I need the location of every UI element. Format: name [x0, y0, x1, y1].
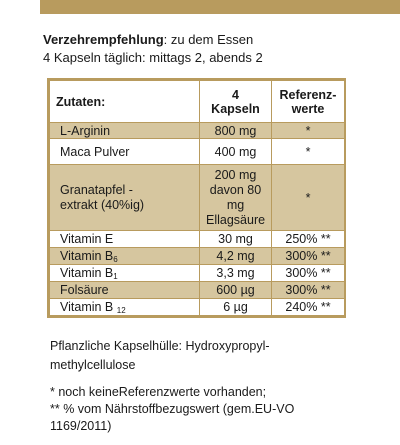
ingredient-amount: 400 mg	[200, 139, 272, 165]
amount-line-1: 200 mg	[214, 167, 257, 182]
table-header-row	[50, 81, 345, 123]
ingredient-reference: *	[272, 123, 345, 139]
ingredient-subscript: 6	[113, 255, 118, 264]
ingredient-amount: 800 mg	[200, 123, 272, 139]
dosage-line-2: 4 Kapseln täglich: mittags 2, abends 2	[43, 50, 263, 65]
table-row	[50, 299, 345, 316]
ingredient-amount	[200, 165, 272, 231]
ingredient-reference: *	[272, 139, 345, 165]
table-row	[50, 282, 345, 299]
footnote-line-1: * noch keineReferenzwerte vorhanden;	[50, 385, 267, 399]
dosage-line-1	[43, 31, 263, 49]
ingredient-amount: 30 mg	[200, 231, 272, 248]
ingredient-name-text: Vitamin B	[60, 249, 114, 263]
table-row	[50, 248, 345, 265]
header-ref-line-2: werte	[291, 101, 325, 116]
ingredient-name-line-2: extrakt (40%ig)	[60, 197, 145, 212]
ingredient-amount: 600 µg	[200, 282, 272, 299]
ingredient-reference: 300% **	[272, 282, 345, 299]
capsule-info	[50, 337, 270, 375]
ingredient-name	[50, 265, 200, 282]
ingredient-subscript: 1	[113, 272, 118, 281]
ingredient-reference: *	[272, 165, 345, 231]
ingredient-name-text: Vitamin B	[60, 300, 117, 314]
ingredient-reference: 250% **	[272, 231, 345, 248]
ingredients-table	[47, 78, 346, 318]
top-decorative-bar	[40, 0, 400, 14]
ingredient-amount: 4,2 mg	[200, 248, 272, 265]
ingredient-name: Maca Pulver	[50, 139, 200, 165]
ingredient-reference: 300% **	[272, 265, 345, 282]
dosage-label: Verzehrempfehlung	[43, 32, 164, 47]
footnote-line-2: ** % vom Nährstoffbezugswert (gem.EU-VO	[50, 402, 295, 416]
ingredient-name: L-Arginin	[50, 123, 200, 139]
footnote-line-3: 1169/2011)	[50, 419, 112, 433]
amount-line-2: davon 80	[209, 182, 262, 197]
table-row	[50, 123, 345, 139]
ingredient-name-line-1: Granatapfel -	[60, 182, 133, 197]
amount-line-4: Ellagsäure	[206, 212, 266, 227]
ingredient-reference: 240% **	[272, 299, 345, 316]
ingredient-reference: 300% **	[272, 248, 345, 265]
ingredient-name-text: Vitamin B	[60, 266, 114, 280]
ingredient-name	[50, 165, 200, 231]
capsule-line-1: Pflanzliche Kapselhülle: Hydroxypropyl-	[50, 339, 270, 353]
table-row	[50, 139, 345, 165]
ingredient-subscript: 12	[116, 306, 126, 315]
ingredient-amount: 3,3 mg	[200, 265, 272, 282]
footnotes	[50, 384, 390, 435]
table-row	[50, 231, 345, 248]
ingredient-name: Vitamin E	[50, 231, 200, 248]
header-reference	[272, 81, 345, 123]
table-row	[50, 265, 345, 282]
dosage-rest: : zu dem Essen	[163, 32, 254, 47]
dosage-recommendation	[43, 31, 263, 67]
ingredient-amount: 6 µg	[200, 299, 272, 316]
table-row	[50, 165, 345, 231]
capsule-line-2: methylcellulose	[50, 358, 136, 372]
ingredient-name: Folsäure	[50, 282, 200, 299]
header-ingredients: Zutaten:	[50, 81, 200, 123]
ingredient-name	[50, 299, 200, 316]
amount-line-3: mg	[226, 197, 245, 212]
ingredient-name	[50, 248, 200, 265]
header-amount: 4 Kapseln	[200, 81, 272, 123]
header-ref-line-1: Referenz-	[279, 87, 337, 102]
